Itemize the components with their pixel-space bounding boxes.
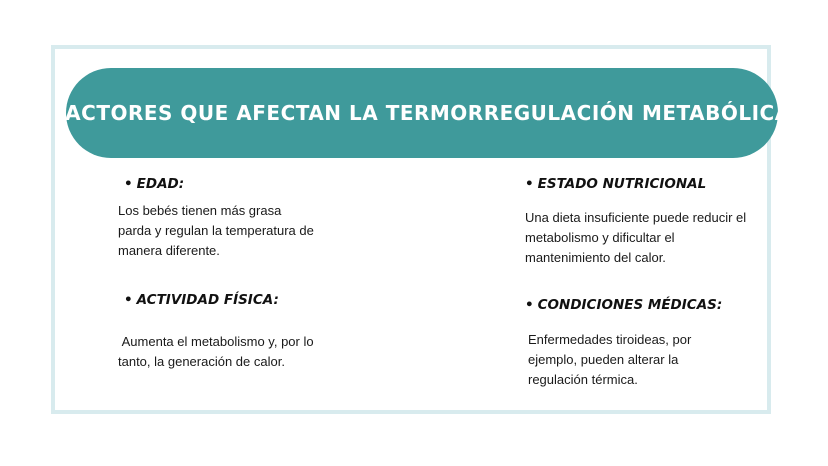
- heading-label: EDAD:: [136, 176, 185, 192]
- section-heading-nutricional: [525, 176, 706, 192]
- title-banner: [53, 68, 791, 158]
- section-text-nutricional: Una dieta insuficiente puede reducir el metabolismo y dificultar el mantenimiento del calor.: [525, 210, 747, 265]
- bullet-icon: •: [124, 176, 133, 192]
- bullet-icon: •: [124, 292, 133, 308]
- heading-label: CONDICIONES MÉDICAS:: [537, 297, 723, 313]
- bullet-icon: •: [525, 297, 534, 313]
- section-heading-actividad: [124, 292, 279, 308]
- section-heading-condiciones: [525, 297, 722, 313]
- section-text-edad: Los bebés tienen más grasa parda y regulan la temperatura de manera diferente.: [118, 203, 314, 258]
- bullet-icon: •: [525, 176, 534, 192]
- heading-label: ESTADO NUTRICIONAL: [537, 176, 707, 192]
- section-text-actividad: Aumenta el metabolismo y, por lo tanto, la generación de calor.: [118, 334, 318, 369]
- heading-label: ACTIVIDAD FÍSICA:: [136, 292, 279, 308]
- section-heading-edad: [124, 176, 184, 192]
- page-title: FACTORES QUE AFECTAN LA TERMORREGULACIÓN METABÓLICA: [53, 101, 791, 125]
- section-text-condiciones: Enfermedades tiroideas, por ejemplo, pueden alterar la regulación térmica.: [528, 332, 692, 387]
